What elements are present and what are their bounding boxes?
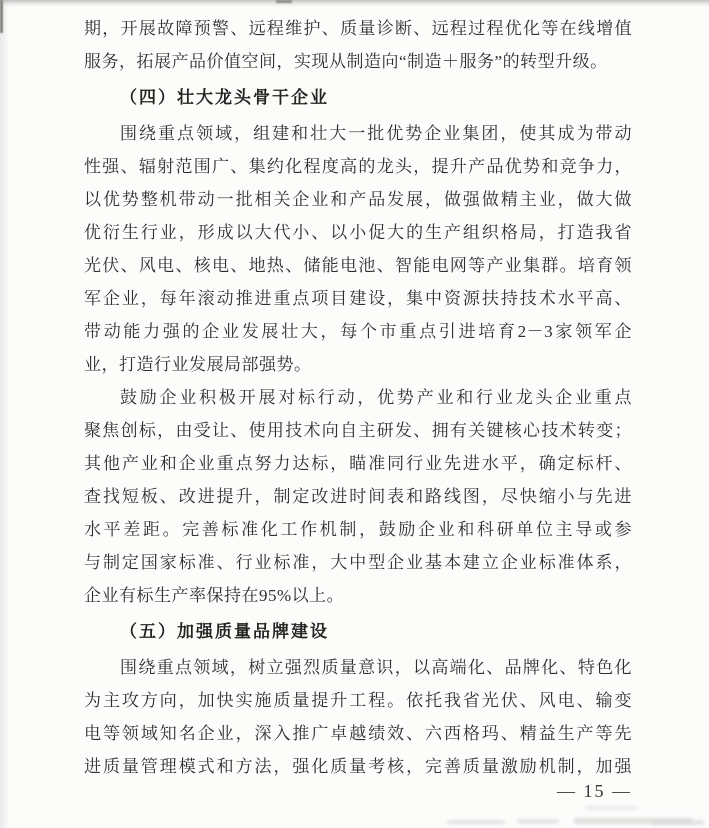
scan-artifact-top-band	[0, 0, 709, 7]
text-line: 进质量管理模式和方法，强化质量考核，完善质量激励机制，加强	[84, 757, 632, 776]
text-line: 围绕重点领域，树立强烈质量意识，以高端化、品牌化、特色化	[120, 658, 632, 677]
text-line: 与制定国家标准、行业标准，大中型企业基本建立企业标准体系，	[84, 553, 632, 572]
scan-artifact-smudge	[652, 820, 704, 825]
text-line: 业，打造行业发展局部强势。	[84, 355, 312, 374]
text-line: 期，开展故障预警、远程维护、质量诊断、远程过程优化等在线增值	[84, 19, 632, 38]
section-heading-5: （五）加强质量品牌建设	[120, 622, 329, 641]
text-line: 带动能力强的企业发展壮大，每个市重点引进培育2－3家领军企	[84, 322, 632, 341]
text-line: 性强、辐射范围广、集约化程度高的龙头，提升产品优势和竞争力，	[84, 157, 632, 176]
text-line: 鼓励企业积极开展对标行动，优势产业和行业龙头企业重点	[120, 388, 632, 407]
text-line: 查找短板、改进提升，制定改进时间表和路线图，尽快缩小与先进	[84, 487, 632, 506]
text-line: 围绕重点领域，组建和壮大一批优势企业集团，使其成为带动	[120, 124, 632, 143]
text-line: 服务，拓展产品价值空间，实现从制造向“制造＋服务”的转型升级。	[84, 52, 608, 71]
text-line: 聚焦创标，由受让、使用技术向自主研发、拥有关键核心技术转变；	[84, 421, 632, 440]
page-number: — 15 —	[557, 781, 632, 801]
document-body	[84, 12, 632, 783]
text-line: 以优势整机带动一批相关企业和产品发展，做强做精主业，做大做	[84, 190, 632, 209]
scan-artifact-top-mark	[276, 0, 292, 3]
scan-artifact-smudge	[585, 806, 637, 810]
text-line: 电等领域知名企业，深入推广卓越绩效、六西格玛、精益生产等先	[84, 724, 632, 743]
text-line: 光伏、风电、核电、地热、储能电池、智能电网等产业集群。培育领	[84, 256, 632, 275]
text-line: 军企业，每年滚动推进重点项目建设，集中资源扶持技术水平高、	[84, 289, 632, 308]
text-line: 其他产业和企业重点努力达标，瞄准同行业先进水平，确定标杆、	[84, 454, 632, 473]
scan-artifact-left-strip	[0, 0, 10, 828]
text-line: 水平差距。完善标准化工作机制，鼓励企业和科研单位主导或参	[84, 520, 632, 539]
section-heading-4: （四）壮大龙头骨干企业	[120, 88, 329, 107]
scan-artifact-smudge	[447, 820, 505, 824]
text-line: 企业有标生产率保持在95%以上。	[84, 586, 345, 605]
text-line: 优衍生行业，形成以大代小、以小促大的生产组织格局，打造我省	[84, 223, 632, 242]
text-line: 为主攻方向，加快实施质量提升工程。依托我省光伏、风电、输变	[84, 691, 632, 710]
scan-artifact-smudge	[517, 819, 559, 824]
